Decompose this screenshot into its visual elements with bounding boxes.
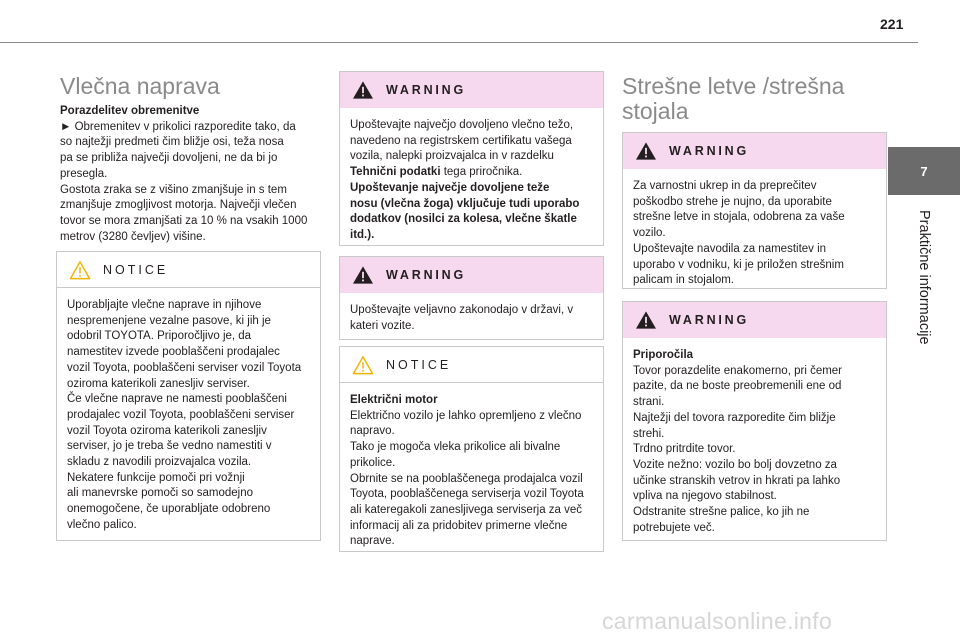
notice-label: NOTICE <box>103 262 169 277</box>
notice-triangle-icon <box>69 260 91 280</box>
notice-line: vozil Toyota, pooblaščeni serviser vozil Toyota <box>67 361 302 374</box>
warning-line-bold: dodatkov (nosilci za kolesa, vlečne škatle <box>350 213 577 226</box>
warning-line: potrebujete več. <box>633 521 715 534</box>
warning-triangle-icon <box>635 141 657 161</box>
page-number: 221 <box>880 16 904 32</box>
notice-box-towing <box>56 251 321 541</box>
notice-line: vlečno palico. <box>67 518 137 531</box>
warning-line-bold: nosu (vlečna žoga) vključuje tudi uporabo <box>350 197 580 210</box>
notice-line: Če vlečne naprave ne namesti pooblaščeni <box>67 393 287 406</box>
warning-line: Upoštevajte največjo dovoljeno vlečno težo, <box>350 119 574 131</box>
warning-line: strehi. <box>633 427 665 440</box>
notice-line: prikolice. <box>350 456 396 469</box>
intro-line: zmanjšuje zmogljivost motorja. Največji vlečen <box>60 199 297 212</box>
notice-line: vozil Toyota oziroma katerikoli zanesljiv <box>67 424 267 437</box>
notice-line: odobril TOYOTA. Priporočljivo je, da <box>67 330 252 343</box>
chapter-title: Praktične informacije <box>916 210 932 345</box>
warning-body <box>623 169 886 297</box>
warning-line: navedeno na registrskem certifikatu vašega <box>350 134 572 147</box>
warning-line: strani. <box>633 396 665 409</box>
warning-line: vpliva na njegovo stabilnost. <box>633 490 777 503</box>
section-title-line: stojala <box>622 98 689 124</box>
notice-line: ali manevrske pomoči so samodejno <box>67 487 254 500</box>
warning-heading: Priporočila <box>633 349 694 361</box>
notice-body <box>340 383 603 558</box>
notice-line: Obrnite se na pooblaščenega prodajalca vozil <box>350 472 583 485</box>
intro-heading: Porazdelitev obremenitve <box>60 105 200 117</box>
intro-line: Gostota zraka se z višino zmanjšuje in s tem <box>60 183 287 196</box>
notice-box-electric-motor <box>339 346 604 552</box>
intro-line: ► Obremenitev v prikolici razporedite tako, da <box>60 120 296 133</box>
warning-line <box>350 165 593 181</box>
warning-header <box>623 133 886 169</box>
warning-line: Trdno pritrdite tovor. <box>633 443 736 456</box>
header-rule <box>0 42 918 43</box>
warning-line: Tovor porazdelite enakomerno, pri čemer <box>633 364 843 377</box>
warning-header <box>340 72 603 108</box>
notice-line: Toyota, pooblaščenega serviserja vozil Toyota <box>350 488 584 501</box>
chapter-number: 7 <box>920 163 928 179</box>
notice-line: prodajalec vozil Toyota, pooblaščeni serviser <box>67 408 295 421</box>
warning-triangle-icon <box>352 80 374 100</box>
chapter-title-container <box>888 210 960 400</box>
notice-line: napravo. <box>350 425 395 438</box>
warning-line: učinke stranskih vetrov in hkrati pa lahko <box>633 474 841 487</box>
section-title-line: Strešne letve /strešna <box>622 73 845 99</box>
notice-line: nespremenjene vezalne pasove, ki jih je <box>67 314 271 327</box>
warning-line: Za varnostni ukrep in da preprečitev <box>633 180 817 192</box>
watermark: carmanualsonline.info <box>602 608 833 634</box>
intro-line: so najtežji predmeti čim bližje osi, teža nosa <box>60 136 284 149</box>
notice-header <box>57 252 320 288</box>
warning-header <box>340 257 603 293</box>
warning-body <box>340 108 603 252</box>
warning-line: vozila, nalepki proizvajalca in v razdelku <box>350 150 554 163</box>
notice-line: naprave. <box>350 535 395 548</box>
notice-line: oziroma katerikoli zanesljiv serviser. <box>67 377 250 390</box>
warning-header <box>623 302 886 338</box>
intro-line: metrov (3280 čevljev) višine. <box>60 230 206 243</box>
warning-line-rest: tega priročnika. <box>440 166 523 179</box>
notice-label: NOTICE <box>386 357 452 372</box>
warning-box-roof-bars <box>622 132 887 289</box>
notice-body <box>57 288 320 542</box>
warning-line: Upoštevajte navodila za namestitev in <box>633 242 827 255</box>
warning-triangle-icon <box>635 310 657 330</box>
intro-line: pa se približa največji dovoljeni, ne da bi jo <box>60 152 278 165</box>
notice-line: onemogočene, če uporabljate odobreno <box>67 503 271 516</box>
notice-triangle-icon <box>352 355 374 375</box>
intro-line: presegla. <box>60 167 108 180</box>
warning-line: strešne letve in stojala, odobrena za vaše <box>633 211 845 224</box>
warning-line: Vozite nežno: vozilo bo bolj dovzetno za <box>633 458 837 471</box>
warning-line: pazite, da ne boste preobremenili ene od <box>633 380 842 393</box>
notice-line: Tako je mogoča vleka prikolice ali bivalne <box>350 441 561 454</box>
warning-label: WARNING <box>386 83 467 97</box>
notice-line: Uporabljajte vlečne naprave in njihove <box>67 299 262 311</box>
notice-line: Nekatere funkcije pomoči pri vožnji <box>67 471 245 484</box>
warning-box-tow-weight <box>339 71 604 246</box>
warning-label: WARNING <box>386 268 467 282</box>
warning-line: palicam in stojalom. <box>633 274 734 287</box>
warning-line-bold: itd.). <box>350 228 375 241</box>
notice-heading: Električni motor <box>350 394 438 406</box>
notice-line: serviser, jo je treba še vedno namestiti v <box>67 440 272 453</box>
warning-body <box>623 338 886 544</box>
notice-line: Električno vozilo je lahko opremljeno z vlečno <box>350 409 582 422</box>
warning-box-recommendations <box>622 301 887 541</box>
warning-line: uporabo v vodniku, ki je priložen strešnim <box>633 258 844 271</box>
warning-body <box>340 293 603 342</box>
warning-line-bold: Upoštevanje največje dovoljene teže <box>350 181 550 194</box>
chapter-tab[interactable] <box>888 147 960 195</box>
warning-label: WARNING <box>669 313 750 327</box>
towing-intro <box>60 104 330 245</box>
warning-line: Upoštevajte veljavno zakonodajo v državi, v <box>350 304 574 316</box>
intro-line: tovor se mora zmanjšati za 10 % na vsakih 1000 <box>60 214 308 227</box>
warning-triangle-icon <box>352 265 374 285</box>
notice-line: skladu z navodili proizvajalca vozila. <box>67 456 252 469</box>
notice-line: namestitev izvede pooblaščeni prodajalec <box>67 346 280 359</box>
warning-line-bold-part: Tehnični podatki <box>350 166 441 179</box>
notice-line: informacij ali za pridobitev primerne vlečne <box>350 519 568 532</box>
notice-line: ali kateregakoli zanesljivega serviserja za več <box>350 503 583 516</box>
notice-header <box>340 347 603 383</box>
section-title-roof-bars <box>622 74 882 124</box>
warning-line: poškodbo strehe je nujno, da uporabite <box>633 195 832 208</box>
warning-line: Odstranite strešne palice, ko jih ne <box>633 506 810 519</box>
warning-line: kateri vozite. <box>350 319 415 332</box>
section-title-towing: Vlečna naprava <box>60 73 220 99</box>
warning-label: WARNING <box>669 144 750 158</box>
warning-line: vozilo. <box>633 227 666 240</box>
warning-box-legislation <box>339 256 604 340</box>
warning-line: Najtežji del tovora razporedite čim bližje <box>633 411 836 424</box>
